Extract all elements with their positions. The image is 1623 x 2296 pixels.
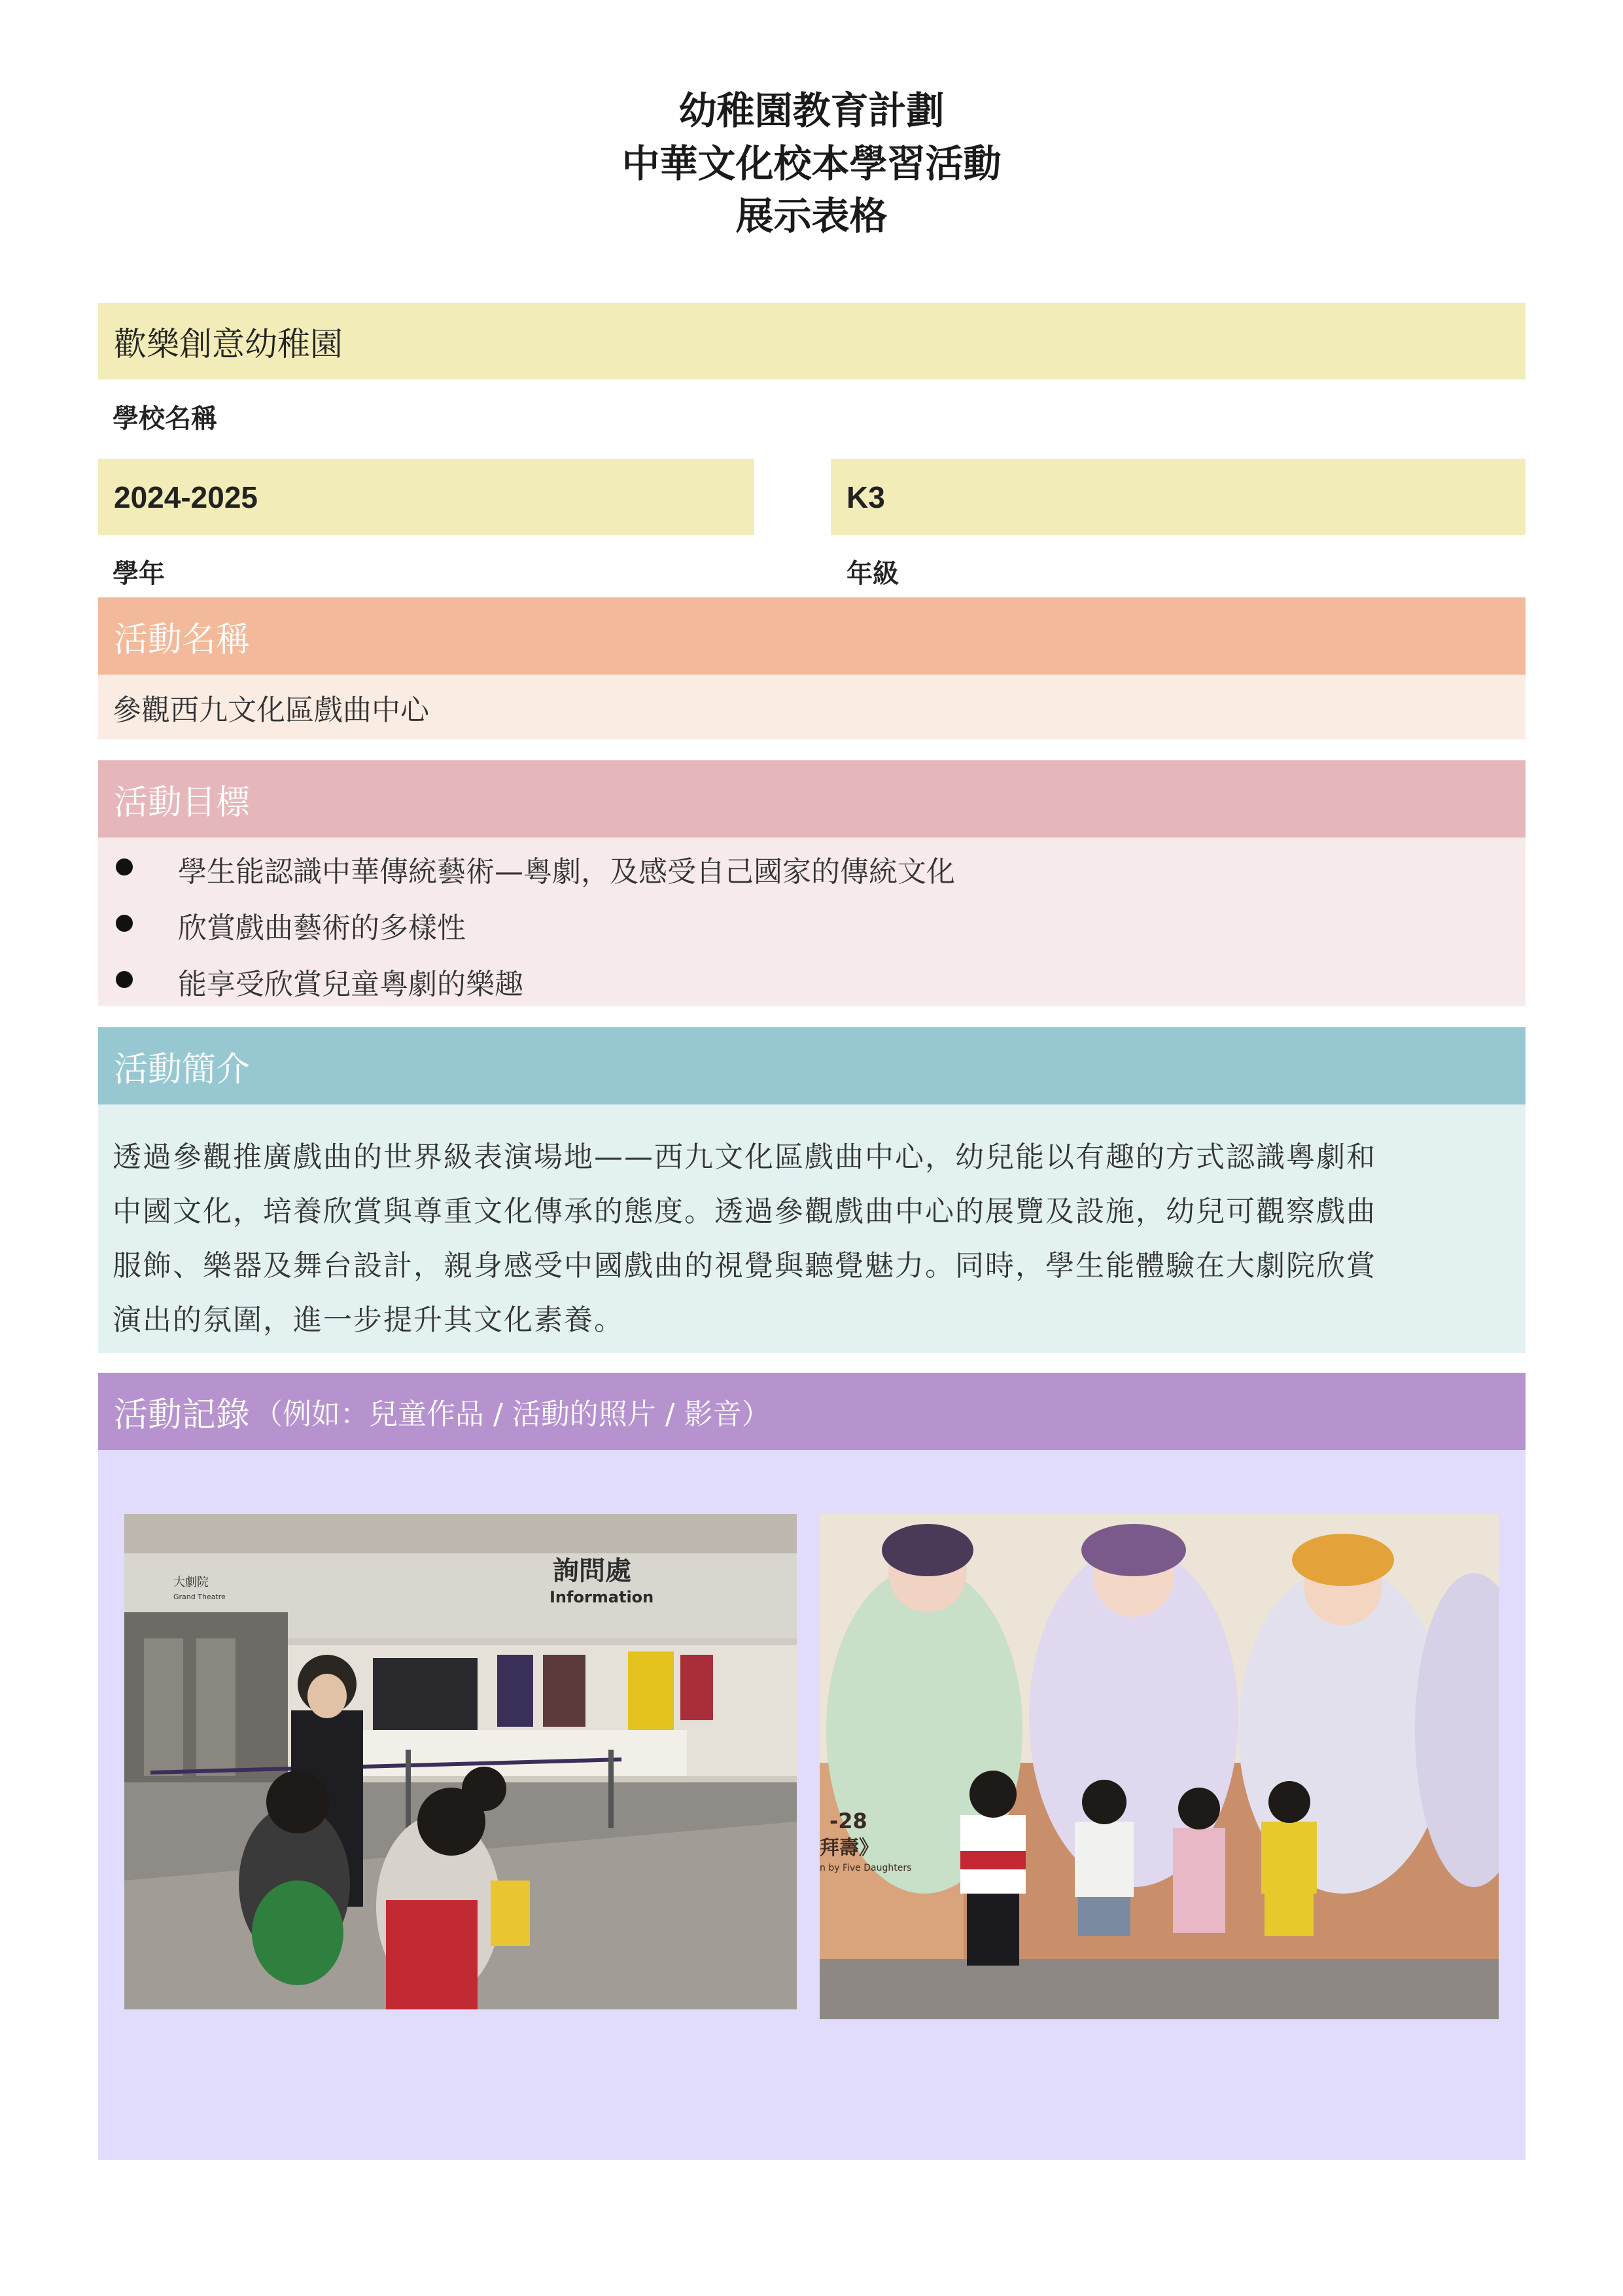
theatre-sign-zh: 大劇院 [173,1576,209,1589]
school-year-value: 2024-2025 [114,480,258,514]
objectives-heading-text: 活動目標 [114,783,251,822]
school-year-field [98,459,754,535]
grade-label: 年級 [846,559,899,589]
school-year-label: 學年 [113,559,165,589]
doc-title-line-3: 展示表格 [735,194,888,238]
grade-value: K3 [846,480,885,514]
objective-item: 學生能認識中華傳統藝術—粵劇，及感受自己國家的傳統文化 [178,855,955,889]
objective-item: 欣賞戲曲藝術的多樣性 [178,911,466,945]
intro-line: 透過參觀推廣戲曲的世界級表演場地——西九文化區戲曲中心，幼兒能以有趣的方式認識粵劇和 [113,1140,1376,1174]
intro-line: 中國文化，培養欣賞與尊重文化傳承的態度。透過參觀戲曲中心的展覽及設施，幼兒可觀察戲曲 [113,1195,1376,1228]
objectives-heading [98,760,1526,838]
poster-subtitle: n by Five Daughters [820,1863,912,1873]
school-name-label: 學校名稱 [113,404,217,434]
doc-title-line-2: 中華文化校本學習活動 [621,141,1002,186]
intro-line: 演出的氛圍，進一步提升其文化素養。 [113,1303,624,1337]
poster-number: -28 [829,1809,867,1833]
intro-line: 服飾、樂器及舞台設計，親身感受中國戲曲的視覺與聽覺魅力。同時，學生能體驗在大劇院欣賞 [113,1249,1376,1282]
activity-name-heading [98,597,1526,675]
objective-item: 能享受欣賞兒童粵劇的樂趣 [178,968,523,1001]
info-sign-en: Information [550,1588,654,1606]
school-name-value: 歡樂創意幼稚園 [114,325,343,363]
theatre-sign-en: Grand Theatre [173,1593,226,1601]
activity-name-heading-text: 活動名稱 [114,620,251,660]
activity-name-value: 參觀西九文化區戲曲中心 [113,693,429,727]
bullet-icon [116,915,133,932]
photo-poster-wall [820,1514,1499,2019]
activity-name-body [98,675,1526,739]
school-name-field [98,303,1526,380]
records-subheading: （例如：兒童作品 / 活動的照片 / 影音） [254,1398,771,1431]
intro-heading [98,1027,1526,1104]
doc-title-line-1: 幼稚園教育計劃 [678,88,945,133]
records-heading-text: 活動記錄 [114,1395,251,1435]
bullet-icon [116,858,133,875]
grade-field [831,459,1526,535]
bullet-icon [116,971,133,988]
intro-heading-text: 活動簡介 [114,1050,251,1089]
photo-info-counter [124,1514,797,2009]
info-sign-zh: 詢問處 [553,1556,631,1586]
poster-title: 拜壽》 [820,1837,879,1860]
records-heading [98,1373,1526,1450]
